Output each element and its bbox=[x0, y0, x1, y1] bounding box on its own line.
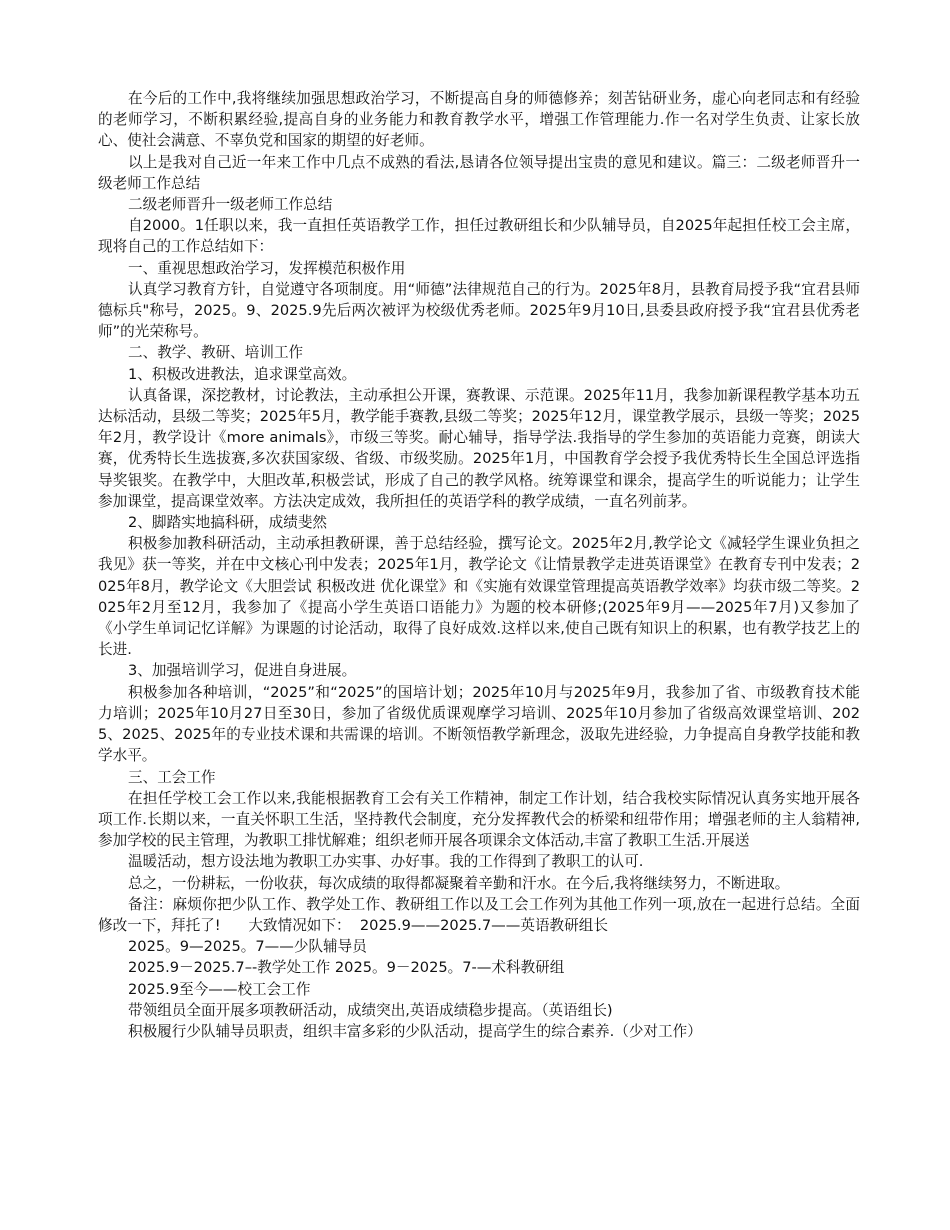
timeline-item: 2025。9—2025。7——少队辅导员 bbox=[128, 938, 367, 956]
paragraph-english-group: 带领组员全面开展多项教研活动，成绩突出,英语成绩稳步提高。（英语组长) bbox=[128, 1001, 613, 1019]
timeline-item: 2025.9至今——校工会工作 bbox=[128, 980, 311, 998]
paragraph-closing-intro: 在今后的工作中,我将继续加强思想政治学习，不断提高自身的师德修养；刻苦钻研业务，虚心向老同志和有经验的老师学习，不断积累经验,提高自身的业务能力和教育教学水平，增强工作管理能力.作一名对学生负责、让家长放心、使社会满意、不辜负党和国家的期望的好老师。 bbox=[98, 90, 860, 150]
timeline-item: 2025.9－2025.7–-教学处工作 2025。9－2025。7-—术科教研组 bbox=[128, 959, 565, 977]
subsection-heading-2-1: 1、积极改进教法，追求课堂高效。 bbox=[128, 365, 357, 383]
paragraph-ethics: 认真学习教育方针，自觉遵守各项制度。用“师德”法律规范自己的行为。2025年8月，县教育局授予我“宜君县师德标兵"称号，2025。9、2025.9先后两次被评为校级优秀老师。2025年9月10日,县委县政府授予我“宜君县优秀老师”的光荣称号。 bbox=[98, 280, 860, 341]
paragraph-union-continued: 温暖活动，想方设法地为教职工办实事、办好事。我的工作得到了教职工的认可. bbox=[128, 853, 644, 871]
section-heading-1: 一、重视思想政治学习，发挥模范积极作用 bbox=[128, 259, 406, 277]
paragraph-intro: 自2000。1任职以来，我一直担任英语教学工作，担任过教研组长和少队辅导员，自2025年起担任校工会主席，现将自己的工作总结如下： bbox=[98, 217, 860, 256]
document-title: 二级老师晋升一级老师工作总结 bbox=[128, 196, 333, 214]
paragraph-training: 积极参加各种培训，“2025”和“2025”的国培计划；2025年10月与2025年9月，我参加了省、市级教育技术能力培训；2025年10月27日至30日，参加了省级优质课观摩学习培训、2025年10月参加了省级高效课堂培训、2025、2025、2025年的专业技术课和共需课的培训。不断领悟教学新理念，汲取先进经验，力争提高自身教学技能和教学水平。 bbox=[98, 683, 860, 765]
paragraph-summary-request: 以上是我对自己近一年来工作中几点不成熟的看法,恳请各位领导提出宝贵的意见和建议。篇三：二级老师晋升一级老师工作总结 bbox=[98, 153, 860, 192]
paragraph-research: 积极参加教科研活动，主动承担教研课，善于总结经验，撰写论文。2025年2月,教学论文《减轻学生课业负担之我见》获一等奖，并在中文核心刊中发表；2025年1月，教学论文《让情景教学走进英语课堂》在教育专刊中发表；2025年8月，教学论文《大胆尝试 积极改进 优化课堂》和《实施有效课堂管理提高英语教学效率》均获市级二等奖。2025年2月至12月，我参加了《提高小学生英语口语能力》为题的校本研修;(2025年9月——2025年7月)又参加了《小学生单词记忆详解》为课题的讨论活动，取得了良好成效.这样以来,使自己既有知识上的积累，也有教学技艺上的长进. bbox=[98, 535, 860, 659]
paragraph-youth-pioneers: 积极履行少队辅导员职责，组织丰富多彩的少队活动，提高学生的综合素养.（少对工作） bbox=[128, 1022, 702, 1040]
paragraph-conclusion: 总之，一份耕耘，一份收获，每次成绩的取得都凝聚着辛勤和汗水。在今后,我将继续努力，不断进取。 bbox=[128, 874, 790, 892]
paragraph-note: 备注：麻烦你把少队工作、教学处工作、教研组工作以及工会工作列为其他工作列一项,放在一起进行总结。全面修改一下，拜托了! 大致情况如下： 2025.9——2025.7——英语教研组长 bbox=[98, 895, 860, 934]
paragraph-teaching: 认真备课，深挖教材，讨论教法，主动承担公开课，赛教课、示范课。2025年11月，我参加新课程教学基本功五达标活动，县级二等奖；2025年5月，教学能手赛教,县级二等奖；2025年12月，课堂教学展示，县级一等奖；2025年2月，教学设计《more animals》，市级三等奖。耐心辅导，指导学法.我指导的学生参加的英语能力竞赛，朗读大赛，优秀特长生选拔赛,多次获国家级、省级、市级奖励。2025年1月，中国教育学会授予我优秀特长生全国总评选指导奖银奖。在教学中，大胆改革,积极尝试，形成了自己的教学风格。统筹课堂和课余，提高学生的听说能力；让学生参加课堂，提高课堂效率。方法决定成效，我所担任的英语学科的教学成绩，一直名列前茅。 bbox=[98, 386, 860, 510]
subsection-heading-2-3: 3、加强培训学习，促进自身进展。 bbox=[128, 662, 357, 680]
paragraph-union-work: 在担任学校工会工作以来,我能根据教育工会有关工作精神，制定工作计划，结合我校实际情况认真务实地开展各项工作.长期以来，一直关怀职工生活，坚持教代会制度，充分发挥教代会的桥梁和纽带作用；增强老师的主人翁精神,参加学校的民主管理，为教职工排忧解难；组织老师开展各项课余文体活动,丰富了教职工生活.开展送 bbox=[98, 789, 860, 850]
subsection-heading-2-2: 2、脚踏实地搞科研，成绩斐然 bbox=[128, 514, 328, 532]
section-heading-2: 二、教学、教研、培训工作 bbox=[128, 344, 304, 362]
section-heading-3: 三、工会工作 bbox=[128, 768, 216, 786]
